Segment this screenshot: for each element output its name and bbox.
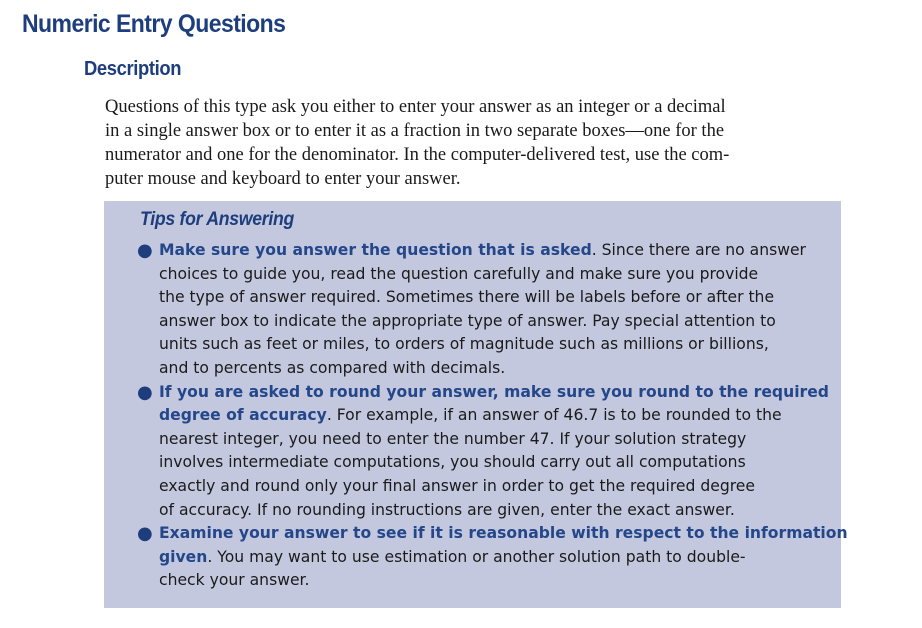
tip-text: . You may want to use estimation or another solution path to double-	[207, 547, 746, 566]
description-line: puter mouse and keyboard to enter your answer.	[105, 169, 461, 189]
description-line: numerator and one for the denominator. In the computer-delivered test, use the com-	[105, 145, 730, 165]
tips-list	[104, 239, 848, 593]
tip-line: the type of answer required. Sometimes there will be labels before or after the	[159, 288, 775, 307]
bullet-icon: ●	[137, 523, 153, 545]
tip-item	[104, 381, 848, 523]
tip-line: units such as feet or miles, to orders of magnitude such as millions or billions,	[159, 335, 769, 354]
tip-emphasis: degree of accuracy	[159, 406, 327, 425]
tip-text: . Since there are no answer	[591, 241, 806, 259]
tip-line: involves intermediate computations, you should carry out all computations	[159, 453, 746, 472]
tip-line	[159, 239, 848, 263]
tips-box	[104, 201, 848, 608]
section-heading-description: Description	[84, 58, 182, 80]
tip-line: choices to guide you, read the question carefully and make sure you provide	[159, 264, 759, 283]
tip-line: check your answer.	[159, 571, 310, 590]
description-line: Questions of this type ask you either to enter your answer as an integer or a decimal	[105, 97, 726, 117]
description-paragraph	[105, 95, 840, 191]
tip-emphasis: If you are asked to round your answer, make sure you round to the required	[159, 382, 829, 401]
tip-item	[104, 239, 848, 381]
bullet-icon: ●	[137, 240, 153, 261]
tip-line	[159, 546, 848, 570]
page-title: Numeric Entry Questions	[22, 10, 286, 38]
tip-item	[104, 522, 848, 593]
tip-emphasis: given	[159, 547, 208, 566]
tip-emphasis: Examine your answer to see if it is reasonable with respect to the information	[159, 524, 848, 543]
tips-heading: Tips for Answering	[140, 209, 295, 230]
tip-line: of accuracy. If no rounding instructions are given, enter the exact answer.	[159, 500, 735, 519]
tip-line: answer box to indicate the appropriate type of answer. Pay special attention to	[159, 311, 776, 330]
tip-text: . For example, if an answer of 46.7 is to be rounded to the	[326, 406, 782, 425]
tip-line: exactly and round only your final answer in order to get the required degree	[159, 476, 755, 495]
tip-line	[159, 404, 848, 428]
description-line: in a single answer box or to enter it as a fraction in two separate boxes—one for the	[105, 121, 725, 141]
tip-emphasis: Make sure you answer the question that is asked	[159, 241, 592, 259]
tip-line: and to percents as compared with decimals.	[159, 358, 506, 377]
tip-line: nearest integer, you need to enter the number 47. If your solution strategy	[159, 429, 747, 448]
bullet-icon: ●	[137, 381, 153, 403]
